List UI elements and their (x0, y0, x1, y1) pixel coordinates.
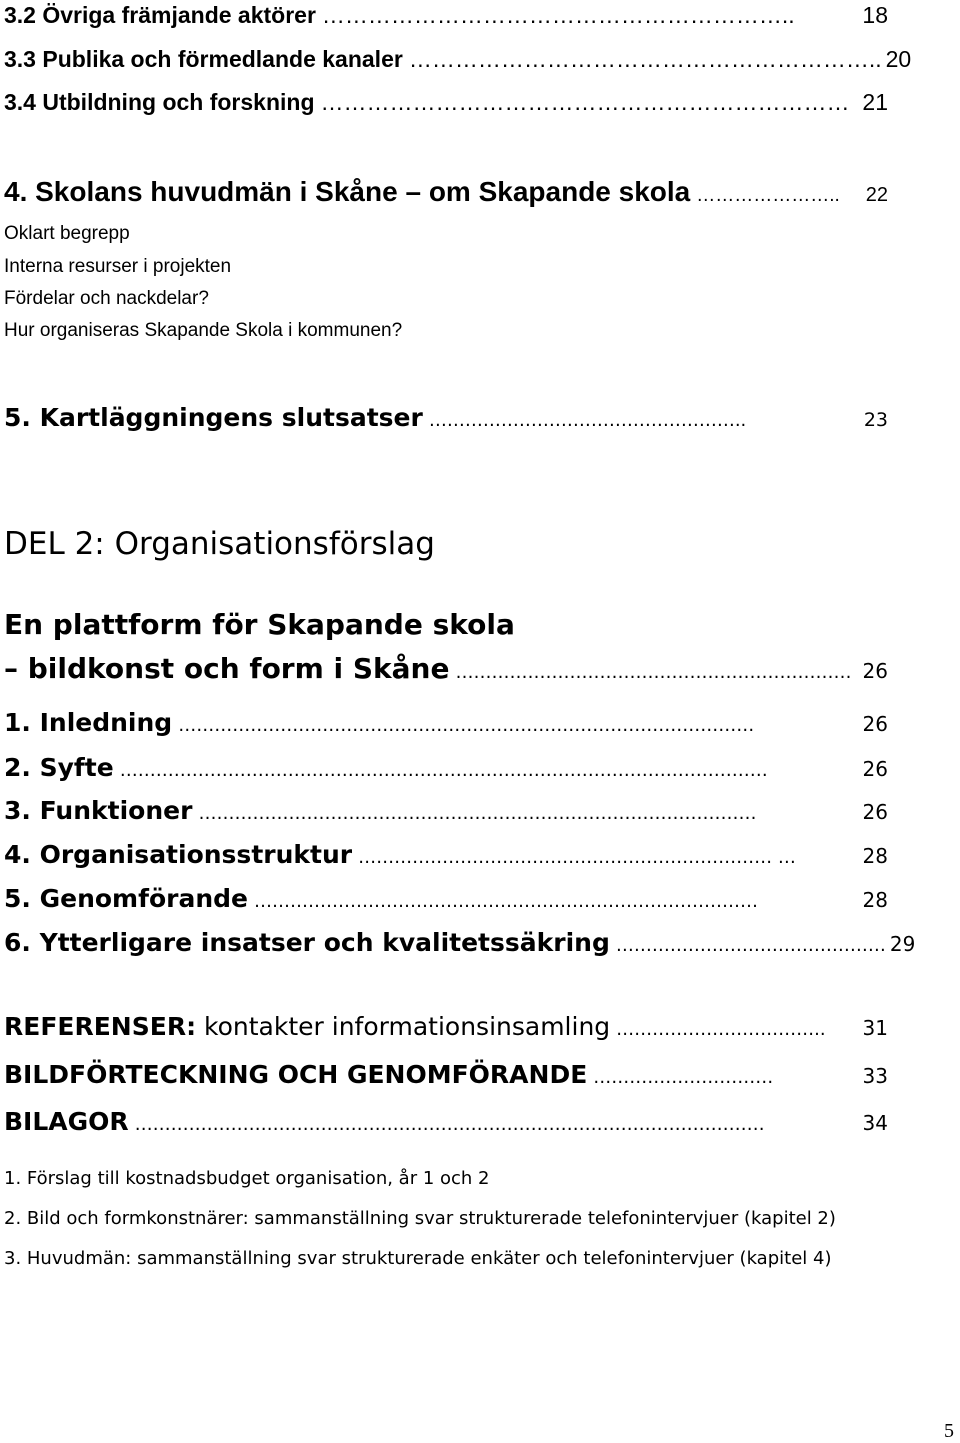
toc-page-number: 26 (862, 712, 888, 736)
toc-entry-label: 3.4 Utbildning och forskning (4, 89, 315, 115)
toc-subitem[interactable]: Fördelar och nackdelar? (4, 288, 209, 309)
toc-entry-part2-2[interactable] (4, 753, 888, 782)
toc-leader-dots: ………………………… (593, 1067, 774, 1088)
toc-page-number: 26 (862, 659, 888, 683)
toc-entry-label: 1. Inledning (4, 708, 173, 737)
toc-subitem[interactable]: Interna resurser i projekten (4, 256, 232, 277)
toc-leader-dots: …………………………………………………………… … (358, 847, 796, 868)
toc-entry-3-4[interactable] (4, 89, 888, 116)
toc-subitem[interactable]: Hur organiseras Skapande Skola i kommunen? (4, 320, 403, 341)
toc-leader-dots: ………………………………………………………………………… (254, 891, 758, 912)
toc-entry-label: 2. Syfte (4, 753, 114, 782)
toc-entry-label (4, 1107, 129, 1136)
toc-leader-dots: …………………………………………………….. (321, 2, 795, 28)
part-2-title-entry[interactable] (4, 652, 888, 685)
toc-entry-3-3[interactable] (4, 46, 912, 73)
toc-entry-chapter-4[interactable] (4, 176, 888, 208)
toc-entry-part2-5[interactable] (4, 884, 888, 913)
toc-leader-dots: ……………………………………………………………………………………………… (119, 760, 768, 781)
toc-leader-dots: …………………………………………………………………………………………… (134, 1114, 765, 1135)
toc-leader-dots: ………………………………………………………… (455, 662, 852, 683)
toc-page-number: 23 (863, 409, 888, 431)
appendix-item[interactable]: 1. Förslag till kostnadsbudget organisation, år 1 och 2 (4, 1168, 490, 1189)
toc-leader-dots: ………………………………………………………………………………… (198, 803, 757, 824)
toc-leader-dots: …………………………………………………………… (320, 89, 850, 115)
toc-page-number: 31 (862, 1016, 888, 1040)
toc-entry-part2-3[interactable] (4, 796, 888, 825)
toc-entry-label (4, 1060, 587, 1089)
toc-leader-dots: …………………………………………………………………………………… (178, 715, 755, 736)
toc-page-number: 33 (862, 1064, 888, 1088)
toc-entry-label (4, 1012, 610, 1041)
toc-page-number: 22 (865, 184, 888, 206)
part-2-heading[interactable]: DEL 2: Organisationsförslag (4, 526, 435, 562)
toc-entry-chapter-5[interactable] (4, 403, 888, 432)
toc-page-number: 28 (862, 844, 888, 868)
page-number: 5 (944, 1420, 954, 1442)
toc-entry-label-bold: BILDFÖRTECKNING OCH GENOMFÖRANDE (4, 1060, 588, 1089)
toc-page-number: 28 (862, 888, 888, 912)
toc-leader-dots: ……………………………………… (615, 935, 886, 956)
toc-leader-dots: …………………………………………….. (428, 410, 747, 431)
toc-entry-label: 5. Genomförande (4, 884, 248, 913)
toc-page-number: 21 (862, 89, 888, 115)
toc-entry-label: – bildkonst och form i Skåne (4, 652, 450, 685)
toc-entry-part2-6[interactable] (4, 928, 916, 957)
toc-entry-part2-4[interactable] (4, 840, 888, 869)
toc-entry-label-bold: BILAGOR (4, 1107, 129, 1136)
toc-page-number: 18 (862, 2, 888, 28)
toc-entry-label: 3. Funktioner (4, 796, 193, 825)
toc-page-number: 34 (862, 1111, 888, 1135)
toc-page-number: 29 (889, 932, 916, 956)
toc-page-number: 26 (862, 757, 888, 781)
appendix-item[interactable]: 2. Bild och formkonstnärer: sammanställning svar strukturerade telefonintervjuer (kapitel 2) (4, 1208, 836, 1229)
toc-leader-dots: …………………………….. (616, 1019, 826, 1040)
toc-entry-label: 5. Kartläggningens slutsatser (4, 403, 423, 432)
appendix-item[interactable]: 3. Huvudmän: sammanställning svar strukturerade enkäter och telefonintervjuer (kapitel 4) (4, 1248, 832, 1269)
toc-entry-label: 3.3 Publika och förmedlande kanaler (4, 46, 403, 72)
toc-entry-references[interactable] (4, 1012, 888, 1041)
toc-leader-dots: …………………………………………………….. (408, 46, 882, 72)
toc-entry-label-bold: REFERENSER: (4, 1012, 197, 1041)
toc-entry-part2-1[interactable] (4, 708, 888, 737)
toc-entry-label: 6. Ytterligare insatser och kvalitetssäkring (4, 928, 610, 957)
toc-entry-bildforteckning[interactable] (4, 1060, 888, 1089)
toc-page-number: 20 (885, 46, 912, 72)
toc-page-number: 26 (862, 800, 888, 824)
toc-subitem[interactable]: Oklart begrepp (4, 223, 130, 244)
toc-entry-label: 3.2 Övriga främjande aktörer (4, 2, 316, 28)
toc-entry-3-2[interactable] (4, 2, 888, 29)
toc-leader-dots: ………………….. (696, 185, 840, 206)
part-2-title[interactable]: En plattform för Skapande skola (4, 608, 515, 641)
toc-entry-label-rest: kontakter informationsinsamling (196, 1012, 611, 1041)
toc-entry-label: 4. Skolans huvudmän i Skåne – om Skapande skola (4, 176, 691, 207)
toc-entry-bilagor[interactable] (4, 1107, 888, 1136)
toc-entry-label: 4. Organisationsstruktur (4, 840, 353, 869)
